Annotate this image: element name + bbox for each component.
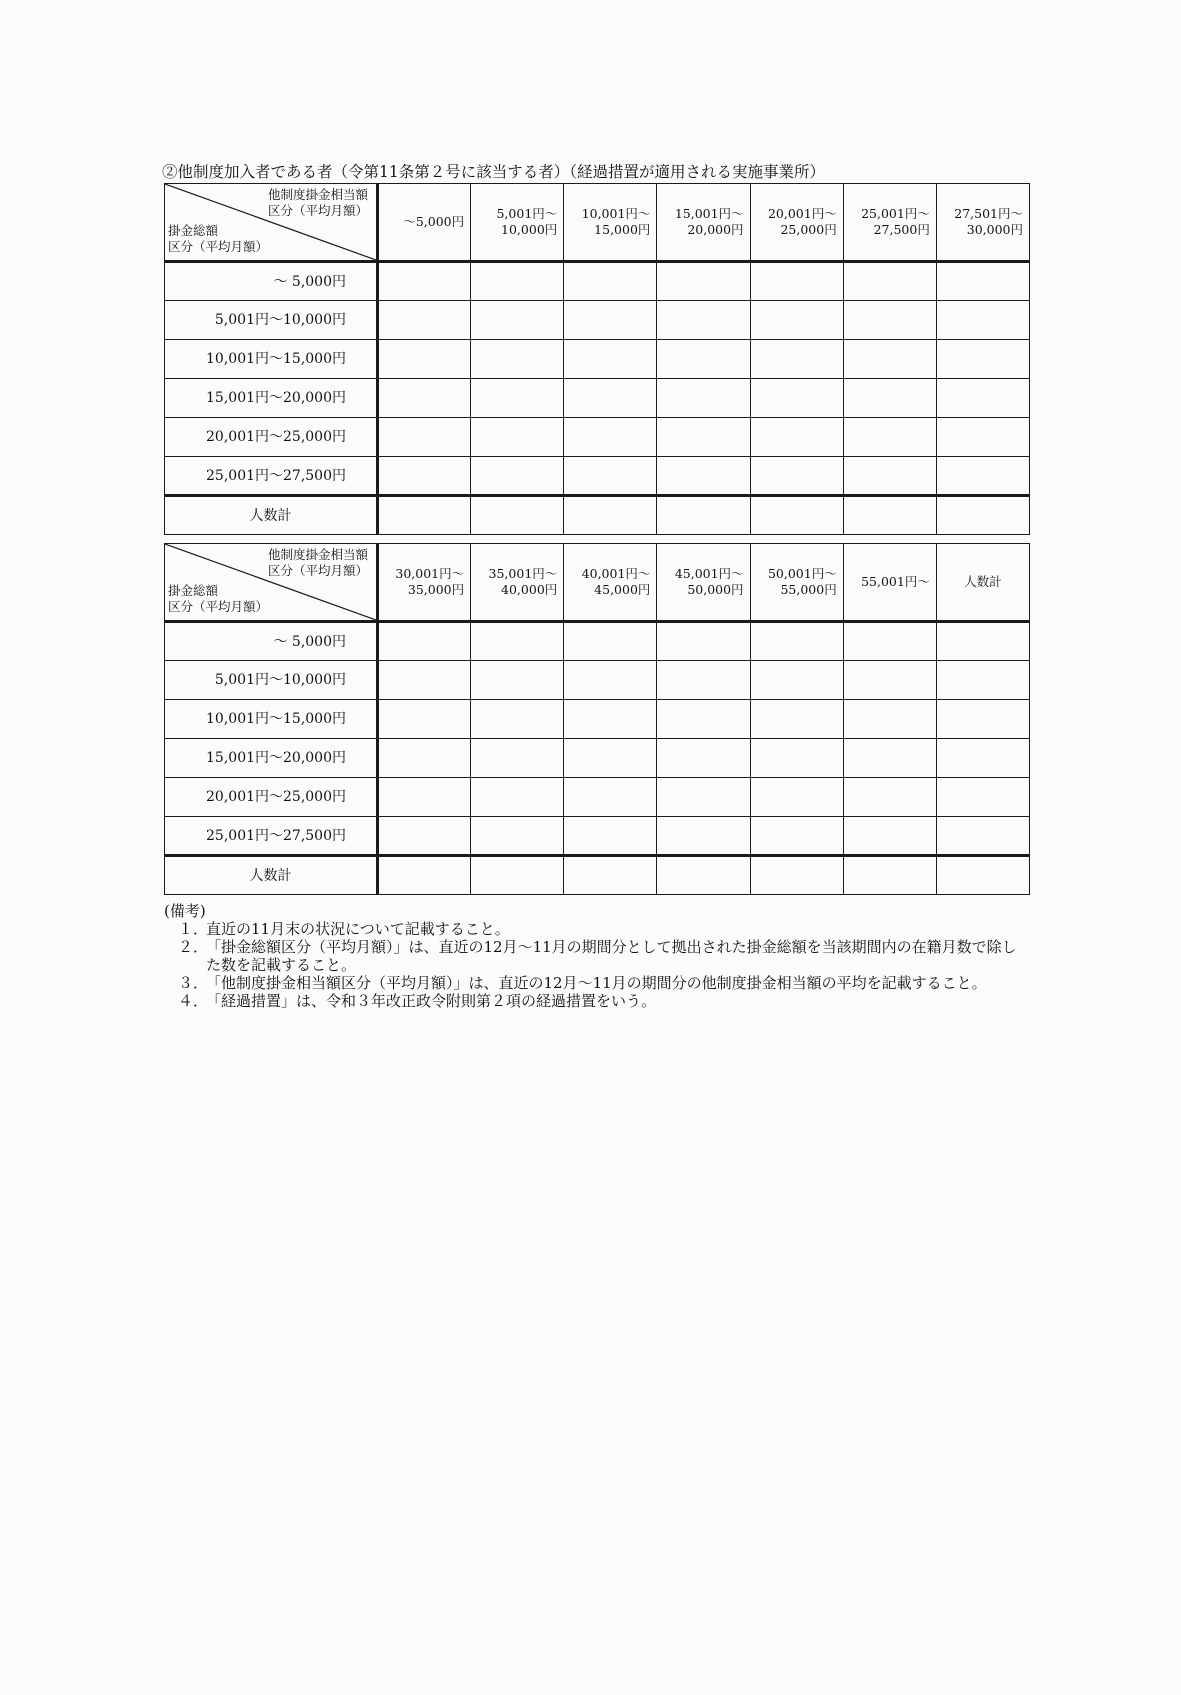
entry-cell[interactable] xyxy=(843,379,936,418)
total-cell[interactable] xyxy=(657,856,750,895)
column-header-line1: 5,001円～ xyxy=(496,206,558,221)
total-cell[interactable] xyxy=(936,856,1029,895)
table-corner-header xyxy=(165,184,378,262)
column-axis-label xyxy=(268,187,368,219)
remark-text: 「他制度掛金相当額区分（平均月額）」は、直近の12月～11月の期間分の他制度掛金相当額の平均を記載すること。 xyxy=(206,974,987,992)
table-row xyxy=(165,457,1030,496)
column-axis-label xyxy=(268,547,368,579)
entry-cell[interactable] xyxy=(564,379,657,418)
entry-cell[interactable] xyxy=(843,301,936,340)
entry-cell[interactable] xyxy=(657,379,750,418)
entry-cell[interactable] xyxy=(657,622,750,661)
total-cell[interactable] xyxy=(471,856,564,895)
column-header-line1: 45,001円～ xyxy=(674,566,744,581)
table-row xyxy=(165,418,1030,457)
entry-cell[interactable] xyxy=(657,301,750,340)
row-header: 5,001円～10,000円 xyxy=(165,661,378,700)
entry-cell[interactable] xyxy=(843,457,936,496)
entry-cell[interactable] xyxy=(378,778,471,817)
entry-cell[interactable] xyxy=(471,262,564,301)
column-header xyxy=(657,184,750,262)
entry-cell[interactable] xyxy=(564,457,657,496)
column-header-line1: 10,001円～ xyxy=(581,206,651,221)
entry-cell[interactable] xyxy=(750,661,843,700)
column-header xyxy=(378,184,471,262)
table-row xyxy=(165,379,1030,418)
remark-item xyxy=(166,974,1026,992)
entry-cell[interactable] xyxy=(378,700,471,739)
entry-cell[interactable] xyxy=(471,340,564,379)
remark-text: 「掛金総額区分（平均月額）」は、直近の12月～11月の期間分として拠出された掛金総額を当該期間内の在籍月数で除した数を記載すること。 xyxy=(206,938,1017,974)
total-row-label: 人数計 xyxy=(165,496,378,535)
table-row xyxy=(165,700,1030,739)
column-header-line1: 50,001円～ xyxy=(767,566,837,581)
entry-cell[interactable] xyxy=(378,622,471,661)
column-header xyxy=(750,544,843,622)
total-cell[interactable] xyxy=(378,856,471,895)
entry-cell[interactable] xyxy=(564,739,657,778)
entry-cell[interactable] xyxy=(750,418,843,457)
total-cell[interactable] xyxy=(750,496,843,535)
column-header-line1: 15,001円～ xyxy=(674,206,744,221)
row-header: 15,001円～20,000円 xyxy=(165,739,378,778)
remark-item xyxy=(166,920,1026,938)
entry-cell[interactable] xyxy=(657,739,750,778)
contribution-table-1 xyxy=(164,183,1030,535)
entry-cell[interactable] xyxy=(936,301,1029,340)
column-header-line2: 27,500円 xyxy=(873,222,930,237)
table-row xyxy=(165,739,1030,778)
remarks-section xyxy=(166,902,1026,1010)
entry-cell[interactable] xyxy=(378,301,471,340)
total-cell[interactable] xyxy=(936,496,1029,535)
entry-cell[interactable] xyxy=(471,778,564,817)
column-header xyxy=(471,544,564,622)
entry-cell[interactable] xyxy=(564,418,657,457)
entry-cell[interactable] xyxy=(471,661,564,700)
row-header: 10,001円～15,000円 xyxy=(165,700,378,739)
entry-cell[interactable] xyxy=(378,418,471,457)
row-header: ～ 5,000円 xyxy=(165,262,378,301)
remark-number: ２． xyxy=(178,938,209,956)
entry-cell[interactable] xyxy=(750,340,843,379)
remark-text: 「経過措置」は、令和３年改正政令附則第２項の経過措置をいう。 xyxy=(206,992,657,1010)
entry-cell[interactable] xyxy=(936,778,1029,817)
total-cell[interactable] xyxy=(564,856,657,895)
entry-cell[interactable] xyxy=(750,262,843,301)
entry-cell[interactable] xyxy=(750,379,843,418)
row-header: 15,001円～20,000円 xyxy=(165,379,378,418)
entry-cell[interactable] xyxy=(843,778,936,817)
remark-number: ４． xyxy=(178,992,209,1010)
entry-cell[interactable] xyxy=(657,700,750,739)
entry-cell[interactable] xyxy=(378,739,471,778)
entry-cell[interactable] xyxy=(936,379,1029,418)
table-row xyxy=(165,778,1030,817)
column-header xyxy=(936,184,1029,262)
entry-cell[interactable] xyxy=(564,301,657,340)
entry-cell[interactable] xyxy=(843,418,936,457)
column-header-line2: 45,000円 xyxy=(594,582,651,597)
entry-cell[interactable] xyxy=(657,817,750,856)
column-header-line1: 55,001円～ xyxy=(861,574,930,589)
column-header-line1: 人数計 xyxy=(964,574,1002,589)
column-header xyxy=(564,544,657,622)
entry-cell[interactable] xyxy=(564,262,657,301)
entry-cell[interactable] xyxy=(936,418,1029,457)
entry-cell[interactable] xyxy=(564,622,657,661)
entry-cell[interactable] xyxy=(378,262,471,301)
row-header: ～ 5,000円 xyxy=(165,622,378,661)
column-header-line1: 25,001円～ xyxy=(861,206,930,221)
entry-cell[interactable] xyxy=(936,262,1029,301)
entry-cell[interactable] xyxy=(471,379,564,418)
column-header xyxy=(564,184,657,262)
column-header-line2: 15,000円 xyxy=(594,222,651,237)
table-row xyxy=(165,301,1030,340)
column-header-line2: 40,000円 xyxy=(501,582,558,597)
column-header-line2: 30,000円 xyxy=(966,222,1023,237)
entry-cell[interactable] xyxy=(471,622,564,661)
contribution-table-2 xyxy=(164,543,1030,895)
remark-item xyxy=(166,992,1026,1010)
column-axis-label-line2: 区分（平均月額） xyxy=(267,563,368,578)
entry-cell[interactable] xyxy=(843,262,936,301)
entry-cell[interactable] xyxy=(471,457,564,496)
column-header xyxy=(378,544,471,622)
entry-cell[interactable] xyxy=(378,457,471,496)
entry-cell[interactable] xyxy=(657,661,750,700)
total-cell[interactable] xyxy=(843,496,936,535)
column-header-line2: 10,000円 xyxy=(501,222,558,237)
table-row xyxy=(165,661,1030,700)
row-axis-label-line1: 掛金総額 xyxy=(168,583,219,598)
total-cell[interactable] xyxy=(657,496,750,535)
column-axis-label-line2: 区分（平均月額） xyxy=(267,203,368,218)
entry-cell[interactable] xyxy=(471,817,564,856)
entry-cell[interactable] xyxy=(843,661,936,700)
column-axis-label-line1: 他制度掛金相当額 xyxy=(267,187,368,202)
entry-cell[interactable] xyxy=(378,340,471,379)
total-cell[interactable] xyxy=(750,856,843,895)
entry-cell[interactable] xyxy=(843,340,936,379)
column-header-line2: 55,000円 xyxy=(780,582,837,597)
entry-cell[interactable] xyxy=(657,778,750,817)
total-cell[interactable] xyxy=(378,496,471,535)
column-header-line1: 35,001円～ xyxy=(488,566,558,581)
total-cell[interactable] xyxy=(564,496,657,535)
entry-cell[interactable] xyxy=(750,301,843,340)
entry-cell[interactable] xyxy=(936,457,1029,496)
entry-cell[interactable] xyxy=(843,817,936,856)
entry-cell[interactable] xyxy=(936,661,1029,700)
table-row xyxy=(165,262,1030,301)
row-axis-label-line2: 区分（平均月額） xyxy=(168,239,269,254)
column-header-line2: 20,000円 xyxy=(687,222,744,237)
column-header xyxy=(750,184,843,262)
table-row xyxy=(165,340,1030,379)
row-header: 10,001円～15,000円 xyxy=(165,340,378,379)
remark-text: 直近の11月末の状況について記載すること。 xyxy=(206,920,510,938)
entry-cell[interactable] xyxy=(471,700,564,739)
remarks-heading: (備考) xyxy=(164,902,206,920)
row-axis-label xyxy=(168,583,268,615)
entry-cell[interactable] xyxy=(657,418,750,457)
column-header-line1: 20,001円～ xyxy=(767,206,837,221)
entry-cell[interactable] xyxy=(564,817,657,856)
column-header-line1: ～5,000円 xyxy=(403,214,465,229)
remark-item xyxy=(166,938,1026,974)
entry-cell[interactable] xyxy=(843,700,936,739)
entry-cell[interactable] xyxy=(936,340,1029,379)
column-header-line2: 50,000円 xyxy=(687,582,744,597)
table-corner-header xyxy=(165,544,378,622)
entry-cell[interactable] xyxy=(750,817,843,856)
entry-cell[interactable] xyxy=(471,739,564,778)
entry-cell[interactable] xyxy=(378,661,471,700)
row-header: 25,001円～27,500円 xyxy=(165,817,378,856)
entry-cell[interactable] xyxy=(843,622,936,661)
entry-cell[interactable] xyxy=(378,379,471,418)
total-row-label: 人数計 xyxy=(165,856,378,895)
table-header-row xyxy=(165,184,1030,262)
entry-cell[interactable] xyxy=(378,817,471,856)
entry-cell[interactable] xyxy=(936,739,1029,778)
entry-cell[interactable] xyxy=(657,262,750,301)
entry-cell[interactable] xyxy=(657,457,750,496)
entry-cell[interactable] xyxy=(936,700,1029,739)
row-header: 5,001円～10,000円 xyxy=(165,301,378,340)
column-axis-label-line1: 他制度掛金相当額 xyxy=(267,547,368,562)
entry-cell[interactable] xyxy=(564,778,657,817)
total-cell[interactable] xyxy=(843,856,936,895)
table-header-row xyxy=(165,544,1030,622)
form-title: ②他制度加入者である者（令第11条第２号に該当する者）（経過措置が適用される実施事業所） xyxy=(162,163,825,181)
row-header: 20,001円～25,000円 xyxy=(165,418,378,457)
total-row xyxy=(165,856,1030,895)
remark-number: １． xyxy=(178,920,209,938)
table-row xyxy=(165,817,1030,856)
column-header-line2: 35,000円 xyxy=(407,582,465,597)
row-header: 25,001円～27,500円 xyxy=(165,457,378,496)
column-header xyxy=(471,184,564,262)
entry-cell[interactable] xyxy=(564,661,657,700)
total-row xyxy=(165,496,1030,535)
row-axis-label-line2: 区分（平均月額） xyxy=(168,599,269,614)
column-header xyxy=(657,544,750,622)
column-header xyxy=(843,544,936,622)
entry-cell[interactable] xyxy=(471,301,564,340)
column-header-total xyxy=(936,544,1029,622)
total-cell[interactable] xyxy=(471,496,564,535)
entry-cell[interactable] xyxy=(750,700,843,739)
entry-cell[interactable] xyxy=(936,817,1029,856)
row-header: 20,001円～25,000円 xyxy=(165,778,378,817)
entry-cell[interactable] xyxy=(750,622,843,661)
entry-cell[interactable] xyxy=(843,739,936,778)
remark-number: ３． xyxy=(178,974,209,992)
column-header-line2: 25,000円 xyxy=(780,222,837,237)
entry-cell[interactable] xyxy=(750,778,843,817)
row-axis-label-line1: 掛金総額 xyxy=(168,223,219,238)
entry-cell[interactable] xyxy=(657,340,750,379)
row-axis-label xyxy=(168,223,268,255)
column-header-line1: 40,001円～ xyxy=(581,566,651,581)
table-row xyxy=(165,622,1030,661)
entry-cell[interactable] xyxy=(750,739,843,778)
entry-cell[interactable] xyxy=(471,418,564,457)
entry-cell[interactable] xyxy=(564,700,657,739)
column-header-line1: 30,001円～ xyxy=(395,566,465,581)
column-header-line1: 27,501円～ xyxy=(954,206,1023,221)
entry-cell[interactable] xyxy=(936,622,1029,661)
entry-cell[interactable] xyxy=(750,457,843,496)
column-header xyxy=(843,184,936,262)
entry-cell[interactable] xyxy=(564,340,657,379)
